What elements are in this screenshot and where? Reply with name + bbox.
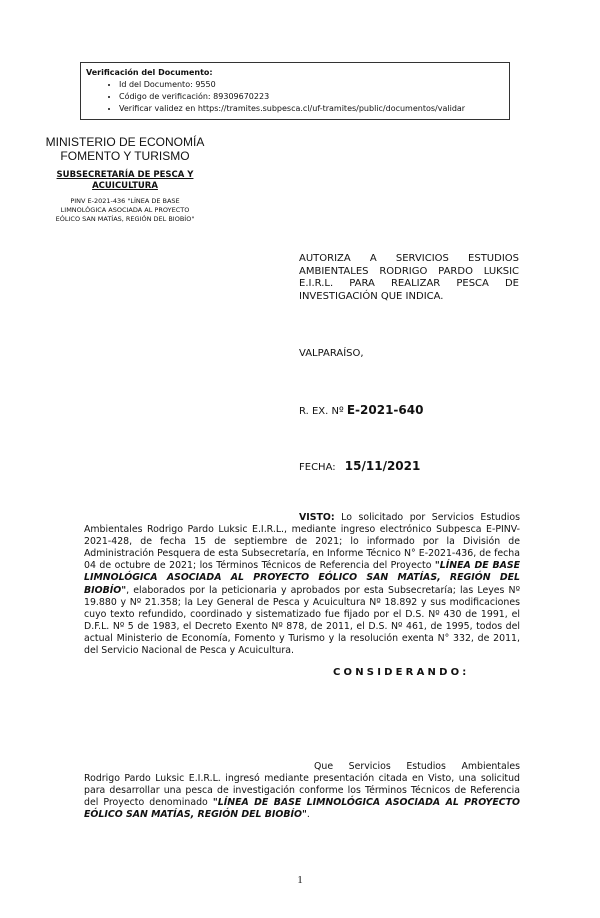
verification-title: Verificación del Documento: bbox=[86, 68, 213, 77]
subsecretaria-line-1: SUBSECRETARÍA DE PESCA Y bbox=[56, 170, 194, 180]
ministry-name bbox=[20, 135, 230, 163]
subsecretaria-name bbox=[40, 170, 210, 192]
visto-label-indent bbox=[84, 512, 335, 523]
considerando-heading: CONSIDERANDO: bbox=[333, 667, 470, 678]
date-label: FECHA: bbox=[299, 462, 336, 473]
considerando-text-2: . bbox=[306, 809, 310, 821]
ministry-line-2: FOMENTO Y TURISMO bbox=[60, 149, 190, 163]
date-value: 15/11/2021 bbox=[344, 459, 421, 473]
resolution-label: R. EX. Nº bbox=[299, 406, 344, 417]
visto-label: VISTO: bbox=[299, 512, 335, 523]
visto-paragraph bbox=[84, 512, 520, 657]
subsecretaria-line-2: ACUICULTURA bbox=[92, 181, 158, 191]
visto-text-2: , elaborados por la peticionaria y aprobados por esta Subsecretaría; las Leyes Nº 19.880 y Nº 21.358; la Ley General de Pesca y Acuicultura Nº 18.892 y sus modificaciones cuyo texto refundido, coordinado y sistematizado fue fijado por el D.S. Nº 430 de 1991, el D.F.L. Nº 5 de 1983, el Decreto Exento Nº 878, de 2011, el D.S. Nº 461, de 1995, todos del actual Ministerio de Economía, Fomento y Turismo y la resolución exenta N° 332, de 2011, del Servicio Nacional de Pesca y Acuicultura. bbox=[84, 584, 520, 657]
resolution-value: E-2021-640 bbox=[346, 403, 424, 417]
page-number: 1 bbox=[297, 874, 303, 886]
resolution-number bbox=[299, 403, 423, 417]
considerando-lead: Que Servicios Estudios Ambientales bbox=[314, 761, 520, 772]
resolution-summary: AUTORIZA A SERVICIOS ESTUDIOS AMBIENTALES RODRIGO PARDO LUKSIC E.I.R.L. PARA REALIZAR PESCA DE INVESTIGACIÓN QUE INDICA. bbox=[299, 253, 519, 302]
verification-list bbox=[86, 79, 509, 115]
city: VALPARAÍSO, bbox=[299, 348, 364, 359]
pinv-line-2: LIMNOLÓGICA ASOCIADA AL PROYECTO bbox=[60, 206, 190, 214]
visto-project-name: "LÍNEA DE BASE LIMNOLÓGICA ASOCIADA AL PROYECTO EÓLICO SAN MATÍAS, REGIÓN DEL BIOBÍO" bbox=[84, 560, 520, 596]
pinv-reference bbox=[30, 197, 220, 224]
pinv-line-3: EÓLICO SAN MATÍAS, REGIÓN DEL BIOBÍO" bbox=[55, 215, 195, 223]
considerando-lead-indent bbox=[84, 761, 520, 772]
considerando-paragraph bbox=[84, 761, 520, 821]
verification-box bbox=[80, 62, 510, 120]
pinv-line-1: PINV E-2021-436 "LÍNEA DE BASE bbox=[70, 197, 180, 205]
resolution-date bbox=[299, 459, 420, 473]
considerando-text-1: Rodrigo Pardo Luksic E.I.R.L. ingresó mediante presentación citada en Visto, una solicitud para desarrollar una pesca de investigación conforme los Términos Técnicos de Referencia del Proyecto denominado bbox=[84, 773, 520, 809]
verification-code: • Código de verificación: 89309670223 bbox=[119, 91, 509, 103]
ministry-line-1: MINISTERIO DE ECONOMÍA bbox=[45, 135, 205, 149]
document-id: • Id del Documento: 9550 bbox=[119, 79, 509, 91]
considerando-project-name: "LÍNEA DE BASE LIMNOLÓGICA ASOCIADA AL PROYECTO EÓLICO SAN MATÍAS, REGIÓN DEL BIOBÍO" bbox=[84, 797, 520, 821]
verification-url[interactable]: • Verificar validez en https://tramites.subpesca.cl/uf-tramites/public/documentos/validar bbox=[119, 103, 509, 115]
visto-text-1: Lo solicitado por Servicios Estudios Ambientales Rodrigo Pardo Luksic E.I.R.L., mediante ingreso electrónico Subpesca E-PINV-2021-428, de fecha 15 de septiembre de 2021; lo informado por la División de Administración Pesquera de esta Subsecretaría, en Informe Técnico N° E-2021-436, de fecha 04 de octubre de 2021; los Términos Técnicos de Referencia del Proyecto bbox=[84, 512, 520, 572]
